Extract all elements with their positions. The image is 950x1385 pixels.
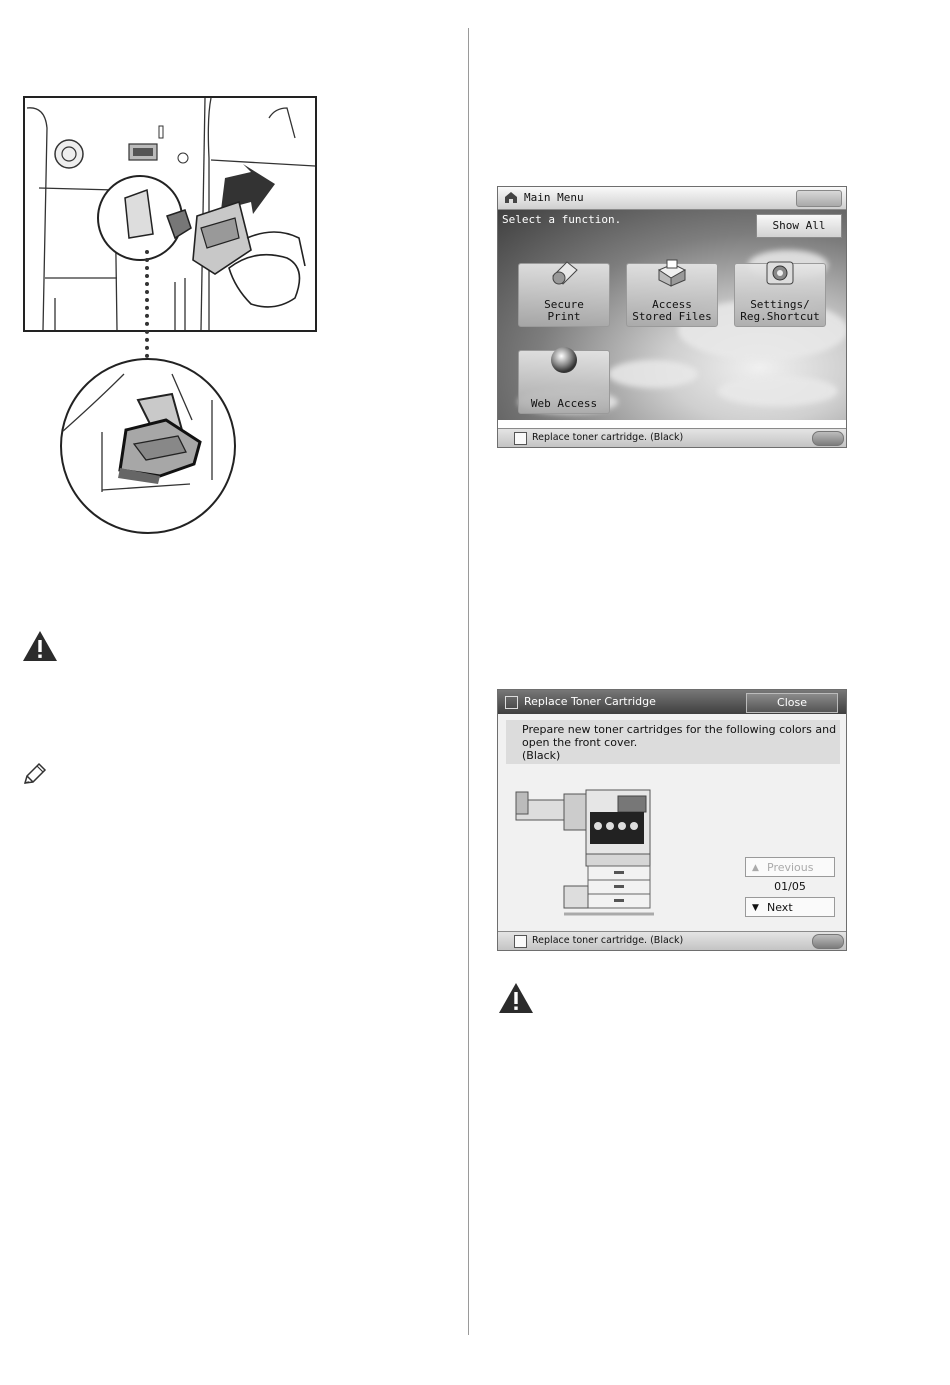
status-monitor-button[interactable] — [812, 431, 844, 446]
stored-files-icon — [655, 258, 689, 288]
zoom-leader-line — [145, 250, 149, 358]
show-all-button[interactable]: Show All — [756, 214, 842, 238]
next-button[interactable] — [745, 897, 835, 917]
previous-label: Previous — [767, 861, 814, 874]
toner-status-bar — [498, 931, 846, 950]
secure-print-icon — [547, 258, 581, 288]
column-divider — [468, 28, 469, 1335]
staple-cartridge-illustration — [23, 96, 317, 332]
toner-status-icon — [514, 935, 527, 948]
main-menu-title: Main Menu — [524, 191, 584, 204]
web-access-button[interactable] — [518, 350, 610, 414]
toner-title-icon — [505, 696, 518, 709]
main-menu-status-bar — [498, 428, 846, 447]
warning-triangle-icon — [22, 630, 58, 662]
toner-status-message: Replace toner cartridge. (Black) — [532, 935, 684, 946]
status-monitor-button[interactable] — [812, 934, 844, 949]
up-arrow-icon: ▲ — [752, 863, 759, 873]
machine-drawing — [25, 98, 315, 330]
warning-triangle-icon — [498, 982, 534, 1014]
previous-button[interactable] — [745, 857, 835, 877]
printer-illustration — [514, 786, 659, 922]
toner-screen-title: Replace Toner Cartridge — [524, 695, 656, 708]
message-line: Prepare new toner cartridges for the following colors and — [522, 723, 837, 736]
pencil-note-icon — [22, 762, 48, 786]
close-button[interactable]: Close — [746, 693, 838, 713]
select-function-prompt: Select a function. — [502, 213, 622, 226]
system-monitor-button[interactable] — [796, 190, 842, 207]
message-line: open the front cover. — [522, 736, 638, 749]
settings-gear-icon — [763, 258, 797, 288]
home-icon[interactable] — [504, 191, 518, 204]
toner-status-icon — [514, 432, 527, 445]
main-menu-screen — [497, 186, 847, 448]
web-access-label: Web Access — [530, 397, 598, 410]
zoom-detail-drawing — [62, 360, 234, 532]
access-stored-files-button[interactable] — [626, 263, 718, 327]
access-stored-files-label: Access Stored Files — [632, 298, 712, 323]
main-menu-status-message: Replace toner cartridge. (Black) — [532, 432, 684, 443]
page-indicator: 01/05 — [774, 880, 806, 893]
message-line: (Black) — [522, 749, 561, 762]
replace-toner-screen — [497, 689, 847, 951]
zoom-detail-circle — [60, 358, 236, 534]
settings-reg-shortcut-button[interactable] — [734, 263, 826, 327]
down-arrow-icon: ▼ — [752, 903, 759, 913]
settings-reg-shortcut-label: Settings/ Reg.Shortcut — [740, 298, 820, 323]
web-globe-icon — [547, 345, 581, 375]
secure-print-button[interactable] — [518, 263, 610, 327]
next-label: Next — [767, 901, 793, 914]
toner-title-bar — [498, 690, 846, 714]
secure-print-label: Secure Print — [544, 298, 584, 323]
toner-instruction-message — [506, 720, 840, 764]
main-menu-title-bar — [498, 187, 846, 210]
